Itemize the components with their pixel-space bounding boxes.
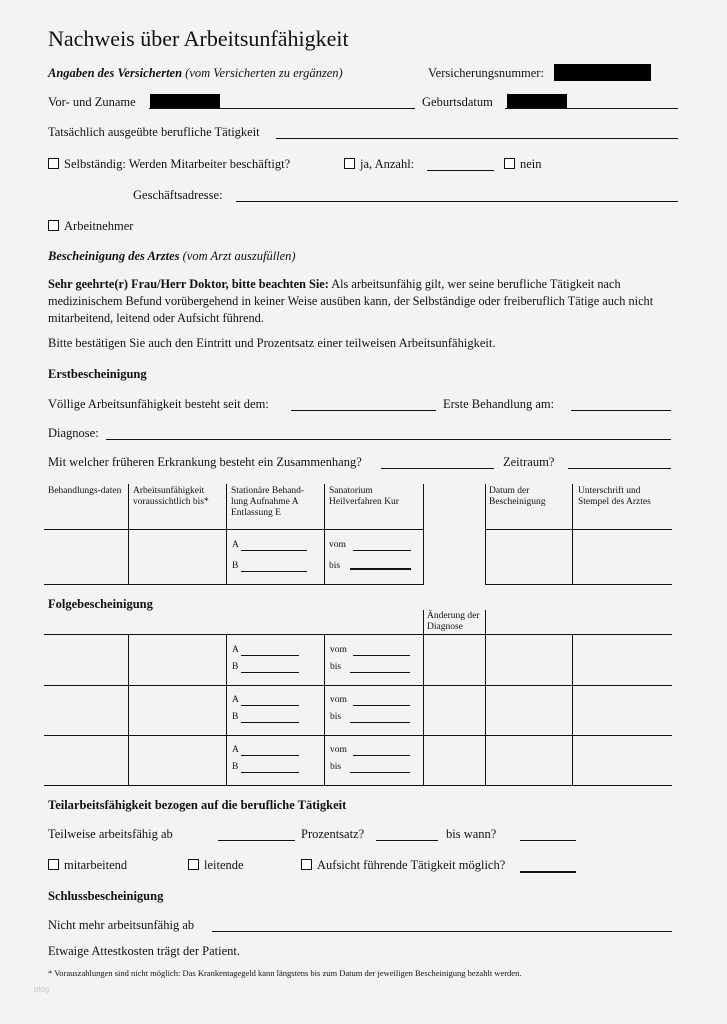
first-treatment-field[interactable]: [571, 410, 671, 411]
header-certificate-date: Datum der Bescheinigung: [489, 486, 546, 507]
employee-option[interactable]: [48, 219, 133, 234]
row2-b-label: B: [232, 712, 239, 722]
header-incapacity-until: Arbeitsunfähigkeit voraussichtlich bis*: [133, 486, 209, 507]
self-employed-option[interactable]: [48, 157, 290, 172]
table-rule: [423, 610, 424, 785]
table-rule: [44, 584, 424, 585]
admission-a-field[interactable]: [241, 550, 307, 551]
supervisory-option[interactable]: [301, 858, 505, 873]
row2-from-label: vom: [330, 695, 347, 705]
no-checkbox[interactable]: [504, 158, 515, 169]
table-rule: [324, 634, 325, 785]
period-field[interactable]: [568, 468, 671, 469]
employee-count-field[interactable]: [427, 170, 494, 171]
employee-checkbox[interactable]: [48, 220, 59, 231]
percentage-field[interactable]: [376, 840, 438, 841]
discharge-b-field[interactable]: [241, 571, 307, 572]
page-title: Nachweis über Arbeitsunfähigkeit: [48, 26, 349, 51]
percentage-label: Prozentsatz?: [301, 827, 365, 841]
no-label: nein: [520, 157, 542, 171]
birthdate-field[interactable]: [505, 108, 678, 109]
table-rule: [485, 484, 486, 584]
header-inpatient: Stationäre Behand-lung Aufnahme A Entlassung E: [231, 486, 305, 518]
row1-from-field[interactable]: [353, 655, 410, 656]
table-rule: [128, 634, 129, 785]
until-field[interactable]: [520, 840, 576, 841]
row2-to-label: bis: [330, 712, 342, 722]
leading-label: leitende: [204, 858, 244, 872]
insured-heading-bold: Angaben des Versicherten: [48, 66, 183, 80]
first-treatment-label: Erste Behandlung am:: [443, 397, 555, 411]
admission-a-label: A: [232, 540, 239, 550]
table-rule: [226, 634, 227, 785]
occupation-label: Tatsächlich ausgeübte berufliche Tätigkeit: [48, 125, 260, 139]
row1-a-field[interactable]: [241, 655, 299, 656]
table-rule: [485, 610, 486, 785]
row2-from-field[interactable]: [353, 705, 410, 706]
table-rule: [226, 484, 227, 584]
previous-illness-field[interactable]: [381, 468, 494, 469]
table-rule: [324, 484, 325, 584]
footnote: * Vorauszahlungen sind nicht möglich: Das Krankentagegeld kann längstens bis zum Datum der jeweiligen Bescheinigung bezahlt werden.: [48, 968, 522, 978]
self-employed-checkbox[interactable]: [48, 158, 59, 169]
row2-a-field[interactable]: [241, 705, 299, 706]
collaborating-checkbox[interactable]: [48, 859, 59, 870]
table-rule: [485, 584, 672, 585]
table-rule: [44, 634, 672, 635]
row2-to-field[interactable]: [350, 722, 410, 723]
doctor-notice-text: Als arbeitsunfähig gilt, wer seine berufliche Tätigkeit nach medizinischem Befund vorübergehend in keiner Weise ausüben kann, der Selbständige oder freiberuflich Tätige auch nicht mitarbeitend, leitend oder Aufsicht führend.: [48, 277, 654, 325]
diagnosis-label: Diagnose:: [48, 426, 99, 440]
row3-to-field[interactable]: [350, 772, 410, 773]
insured-heading-note: (vom Versicherten zu ergänzen): [185, 66, 343, 80]
yes-option[interactable]: [344, 157, 414, 172]
doctor-notice: [48, 276, 678, 327]
table-rule: [44, 685, 672, 686]
row1-b-field[interactable]: [241, 672, 299, 673]
previous-illness-label: Mit welcher früheren Erkrankung besteht ein Zusammenhang?: [48, 455, 362, 469]
no-longer-label: Nicht mehr arbeitsunfähig ab: [48, 918, 195, 932]
supervisory-label: Aufsicht führende Tätigkeit möglich?: [317, 858, 506, 872]
table-rule: [44, 785, 672, 786]
row1-b-label: B: [232, 662, 239, 672]
supervisory-checkbox[interactable]: [301, 859, 312, 870]
name-redaction: [150, 94, 220, 108]
row1-a-label: A: [232, 645, 239, 655]
row2-b-field[interactable]: [241, 722, 299, 723]
row1-to-field[interactable]: [350, 672, 410, 673]
period-label: Zeitraum?: [503, 455, 555, 469]
to-label: bis: [329, 561, 341, 571]
row2-a-label: A: [232, 695, 239, 705]
first-certificate-heading: Erstbescheinigung: [48, 367, 147, 381]
header-treatment-dates: Behandlungs-daten: [48, 486, 122, 496]
partially-fit-label: Teilweise arbeitsfähig ab: [48, 827, 173, 841]
birthdate-redaction: [507, 94, 567, 108]
employee-label: Arbeitnehmer: [64, 219, 134, 233]
partially-fit-field[interactable]: [218, 840, 295, 841]
table-rule: [572, 634, 573, 785]
row3-to-label: bis: [330, 762, 342, 772]
table-rule: [128, 484, 129, 584]
name-field[interactable]: [149, 108, 415, 109]
row3-from-field[interactable]: [353, 755, 410, 756]
table-rule: [485, 529, 672, 530]
to-field[interactable]: [350, 568, 411, 570]
confirm-text: Bitte bestätigen Sie auch den Eintritt und Prozentsatz einer teilweisen Arbeitsunfähigkeit.: [48, 336, 496, 350]
row1-to-label: bis: [330, 662, 342, 672]
leading-checkbox[interactable]: [188, 859, 199, 870]
row3-a-label: A: [232, 745, 239, 755]
occupation-field[interactable]: [276, 138, 678, 139]
from-label: vom: [329, 540, 346, 550]
until-label: bis wann?: [446, 827, 497, 841]
table-rule: [44, 735, 672, 736]
follow-up-heading: Folgebescheinigung: [48, 597, 153, 611]
collaborating-label: mitarbeitend: [64, 858, 128, 872]
no-option[interactable]: [504, 157, 542, 172]
no-longer-field[interactable]: [212, 931, 672, 932]
self-employed-label: Selbständig: Werden Mitarbeiter beschäftigt?: [64, 157, 291, 171]
business-address-field[interactable]: [236, 201, 678, 202]
collaborating-option[interactable]: [48, 858, 127, 873]
header-sanatorium: Sanatorium Heilverfahren Kur: [329, 486, 399, 507]
leading-option[interactable]: [188, 858, 244, 873]
header-diagnosis-change: Änderung der Diagnose: [427, 611, 480, 632]
row3-a-field[interactable]: [241, 755, 299, 756]
diagnosis-field[interactable]: [106, 439, 671, 440]
from-field[interactable]: [353, 550, 411, 551]
name-label: Vor- und Zuname: [48, 95, 136, 109]
table-rule: [572, 484, 573, 584]
complete-incapacity-label: Völlige Arbeitsunfähigkeit besteht seit dem:: [48, 397, 269, 411]
discharge-b-label: B: [232, 561, 239, 571]
row3-b-label: B: [232, 762, 239, 772]
business-address-label: Geschäftsadresse:: [133, 188, 223, 202]
watermark: blog: [34, 985, 50, 994]
doctor-section-heading: [48, 249, 296, 264]
table-rule: [44, 529, 424, 530]
row3-from-label: vom: [330, 745, 347, 755]
yes-count-label: ja, Anzahl:: [360, 157, 415, 171]
header-signature: Unterschrift und Stempel des Arztes: [578, 486, 651, 507]
doctor-heading-note: (vom Arzt auszufüllen): [182, 249, 296, 263]
birthdate-label: Geburtsdatum: [422, 95, 493, 109]
supervisory-field[interactable]: [520, 871, 576, 873]
complete-incapacity-field[interactable]: [291, 410, 436, 411]
insurance-number-field-redacted[interactable]: [554, 64, 651, 81]
insured-section-heading: [48, 66, 343, 81]
yes-checkbox[interactable]: [344, 158, 355, 169]
table-rule: [423, 484, 424, 584]
final-certificate-heading: Schlussbescheinigung: [48, 889, 164, 903]
row1-from-label: vom: [330, 645, 347, 655]
row3-b-field[interactable]: [241, 772, 299, 773]
doctor-notice-bold: Sehr geehrte(r) Frau/Herr Doktor, bitte beachten Sie:: [48, 277, 329, 291]
partial-capacity-heading: Teilarbeitsfähigkeit bezogen auf die berufliche Tätigkeit: [48, 798, 347, 812]
costs-note: Etwaige Attestkosten trägt der Patient.: [48, 944, 240, 958]
insurance-number-label: Versicherungsnummer:: [428, 66, 544, 80]
doctor-heading-bold: Bescheinigung des Arztes: [48, 249, 180, 263]
